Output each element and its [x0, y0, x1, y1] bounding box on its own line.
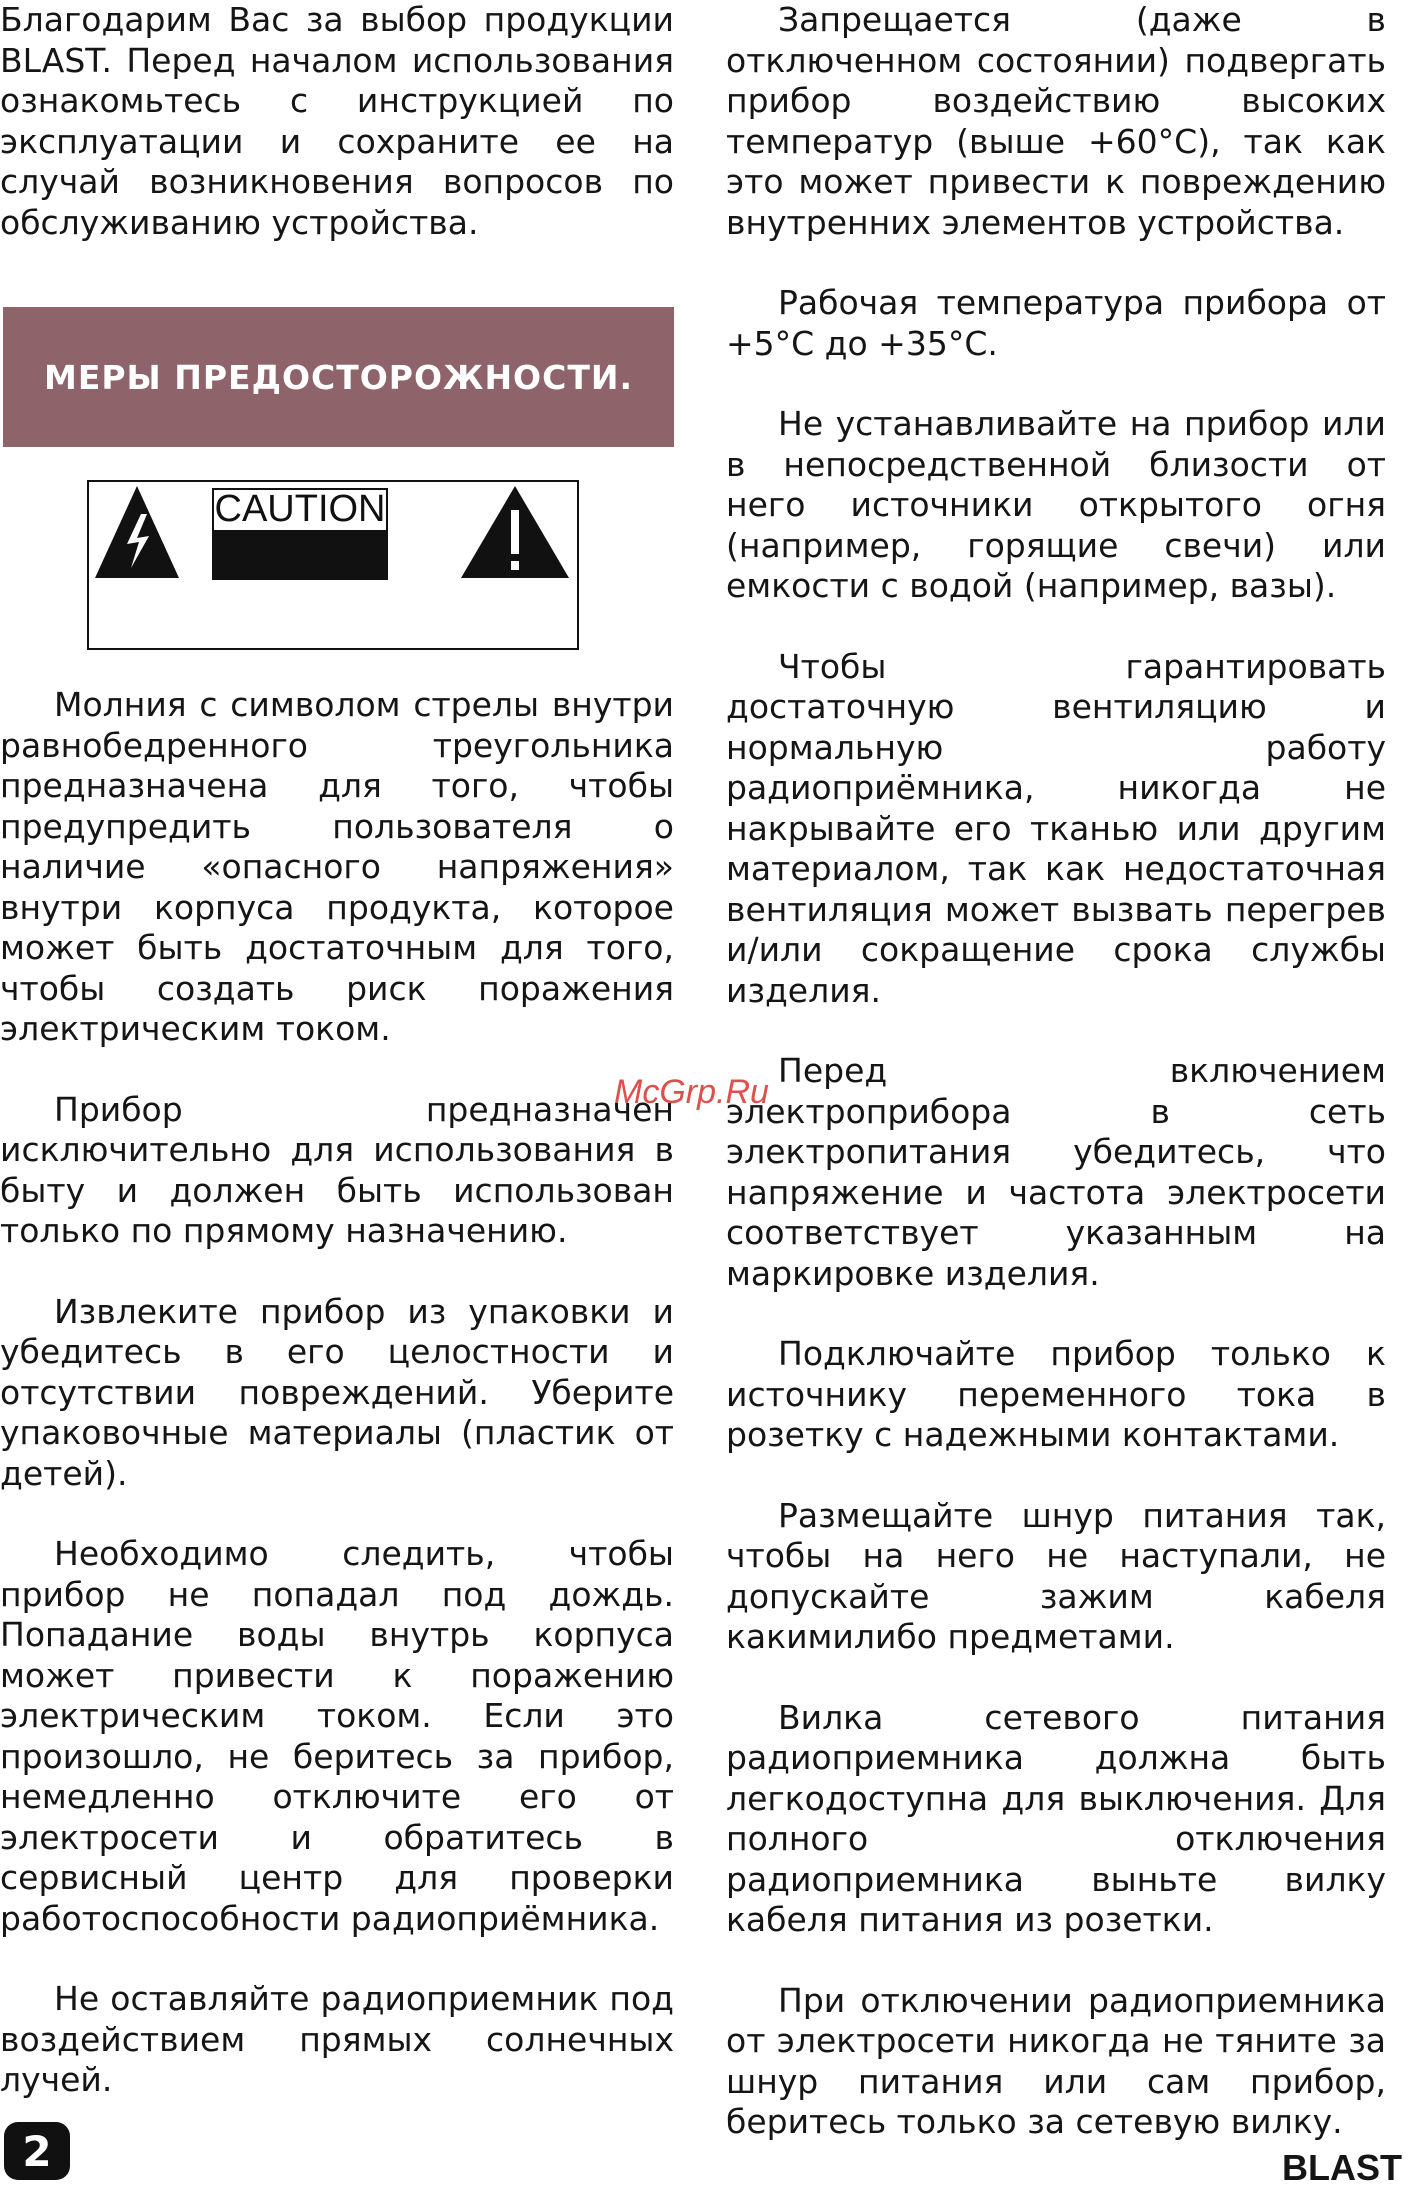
- paragraph-ventilation: Чтобы гарантировать достаточную вентиляцию и нормальную работу радиоприёмника, никогда не накрывайте его тканью или другим материалом, так как недостаточная вентиляция может вызвать перегрев и/или сокращение срока службы изделия.: [726, 646, 1386, 1010]
- paragraph-unpacking: Извлеките прибор из упаковки и убедитесь в его целостности и отсутствии повреждений. Уберите упаковочные материалы (пластик от детей).: [0, 1291, 674, 1493]
- paragraph-voltage-check: Перед включением электроприбора в сеть электропитания убедитесь, что напряжение и частота электросети соответствует указанным на маркировке изделия.: [726, 1051, 1386, 1293]
- paragraph-plug-access: Вилка сетевого питания радиоприемника должна быть легкодоступна для выключения. Для полного отключения радиоприемника выньте вилку кабеля питания из розетки.: [726, 1697, 1386, 1939]
- left-column-body: [0, 685, 674, 2141]
- caution-label-box: [87, 480, 579, 650]
- paragraph-power-cord: Размещайте шнур питания так, чтобы на него не наступали, не допускайте зажим кабеля какимилибо предметами.: [726, 1495, 1386, 1656]
- lightning-warning-icon: [95, 486, 179, 578]
- paragraph-sunlight: Не оставляйте радиоприемник под воздействием прямых солнечных лучей.: [0, 1979, 674, 2099]
- brand-logo: BLAST: [1282, 2147, 1402, 2188]
- left-column: [0, 0, 674, 283]
- section-title: МЕРЫ ПРЕДОСТОРОЖНОСТИ.: [43, 357, 633, 397]
- watermark: McGrp.Ru: [614, 1073, 769, 1111]
- paragraph-household-use: Прибор предназначен исключительно для использования в быту и должен быть использован только по прямому назначению.: [0, 1089, 674, 1250]
- paragraph-rain: Необходимо следить, чтобы прибор не попадал под дождь. Попадание воды внутрь корпуса может привести к поражению электрическим током. Если это произошло, не беритесь за прибор, немедленно отключите его от электросети и обратитесь в сервисный центр для проверки работоспособности радиоприёмника.: [0, 1534, 674, 1938]
- page-number: 2: [4, 2122, 70, 2180]
- paragraph-lightning-symbol: Молния с символом стрелы внутри равнобедренного треугольника предназначена для того, чтобы предупредить пользователя о наличие «опасного напряжения» внутри корпуса продукта, которое может быть достаточным для того, чтобы создать риск поражения электрическим током.: [0, 685, 674, 1048]
- section-banner: [3, 307, 674, 447]
- paragraph-unplugging: При отключении радиоприемника от электросети никогда не тяните за шнур питания или сам прибор, беритесь только за сетевую вилку.: [726, 1980, 1386, 2141]
- paragraph-working-temperature: Рабочая температура прибора от +5°С до +35°С.: [726, 283, 1386, 363]
- paragraph-high-temperature: Запрещается (даже в отключенном состоянии) подвергать прибор воздействию высоких температур (выше +60°С), так как это может привести к повреждению внутренних элементов устройства.: [726, 0, 1386, 242]
- exclamation-warning-icon: [461, 486, 569, 578]
- intro-paragraph: Благодарим Вас за выбор продукции BLAST. Перед началом использования ознакомьтесь с инструкцией по эксплуатации и сохраните ее на случай возникновения вопросов по обслуживанию устройства.: [0, 0, 674, 242]
- right-column: [726, 0, 1386, 2183]
- paragraph-ac-source: Подключайте прибор только к источнику переменного тока в розетку с надежными контактами.: [726, 1334, 1386, 1454]
- caution-text: CAUTION: [214, 487, 386, 530]
- paragraph-open-fire: Не устанавливайте на прибор или в непосредственной близости от него источники открытого огня (например, горящие свечи) или емкости с водой (например, вазы).: [726, 404, 1386, 605]
